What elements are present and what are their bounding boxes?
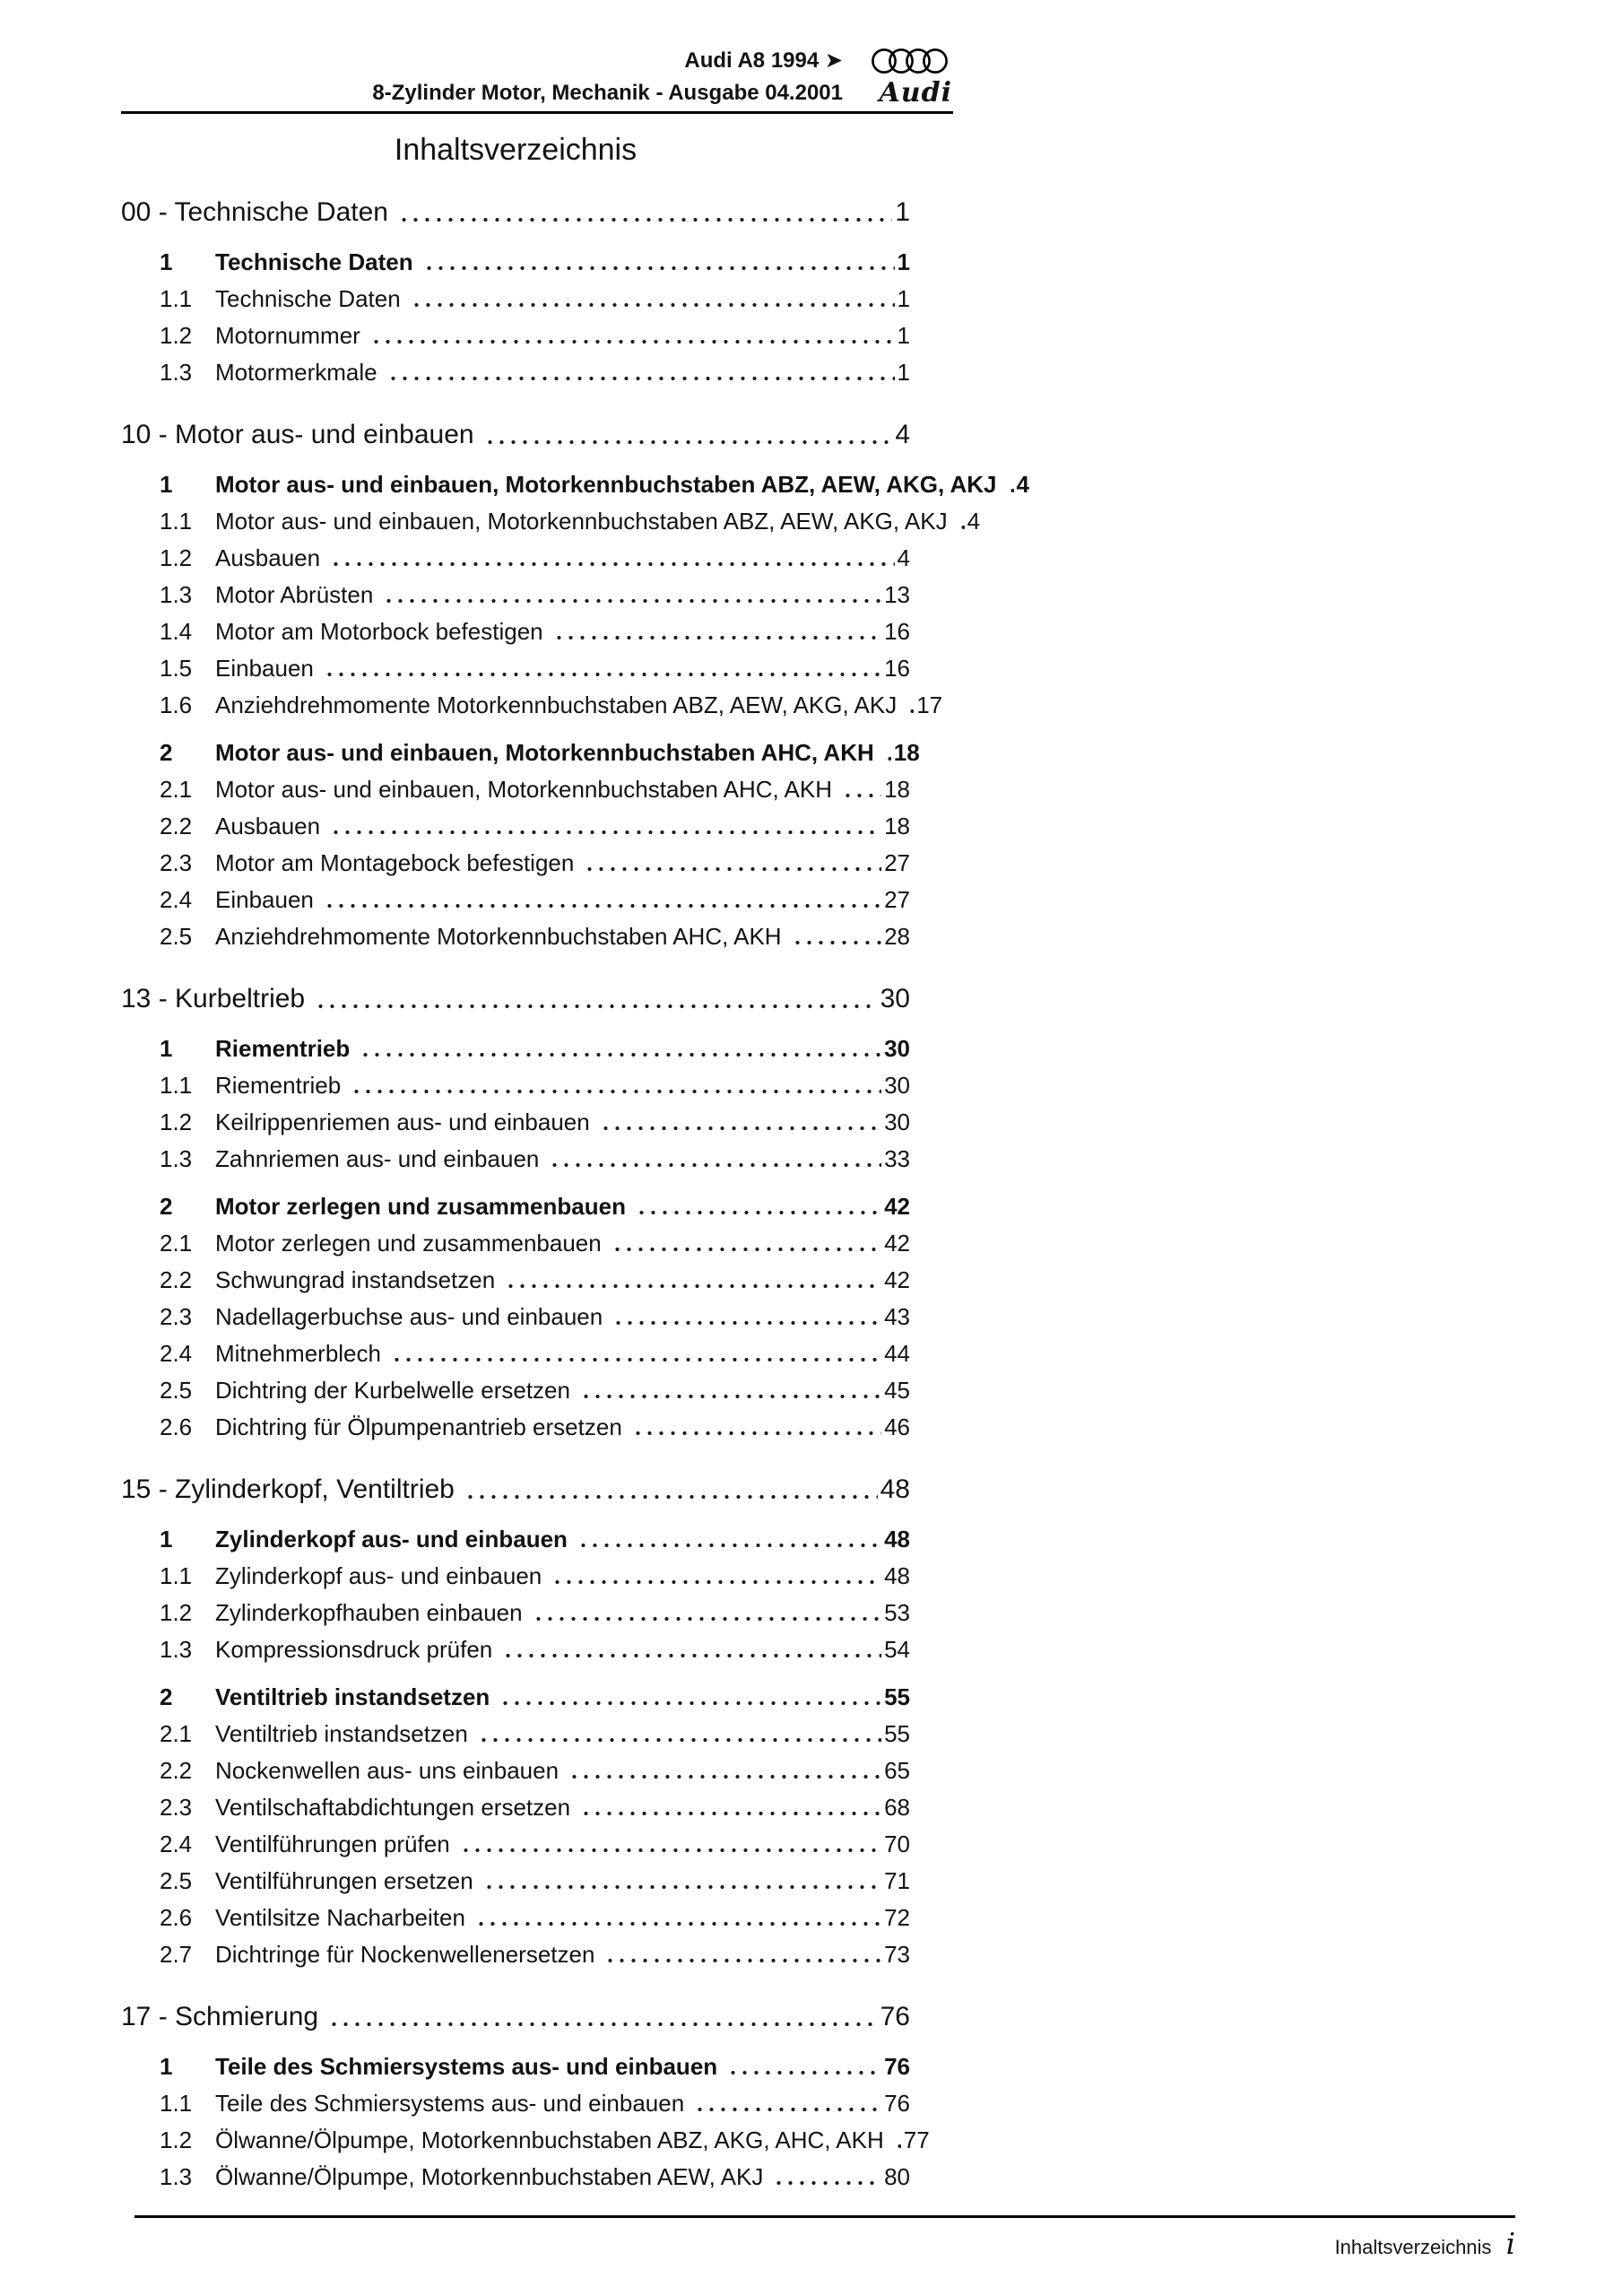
toc-entry-number: 1 [160, 1035, 173, 1062]
toc-entry-row [121, 466, 1029, 503]
toc [121, 192, 1029, 2196]
toc-entry-row [121, 1595, 910, 1631]
leader-dots [610, 1246, 881, 1253]
toc-entry-number: 2 [160, 1193, 173, 1220]
toc-entry-row [121, 281, 910, 317]
leader-dots [956, 524, 965, 531]
footer-rule [134, 2215, 1515, 2218]
toc-entry-title: Motor am Montagebock befestigen [215, 849, 575, 876]
toc-entry-row [121, 1679, 910, 1716]
toc-entry-title: Teile des Schmiersystems aus- und einbauen [215, 2053, 718, 2080]
toc-page-number: 4 [1016, 471, 1029, 498]
leader-dots [313, 1003, 878, 1010]
toc-entry-title: Kompressionsdruck prüfen [215, 1636, 493, 1663]
leader-dots [482, 439, 893, 446]
toc-entry-title: Motor Abrüsten [215, 581, 374, 608]
toc-entry-row [121, 2122, 930, 2159]
toc-entry-number: 1.1 [160, 508, 193, 535]
leader-dots [500, 1652, 881, 1659]
toc-chapter-title: 13 - Kurbeltrieb [121, 984, 306, 1013]
header-manual-line: 8-Zylinder Motor, Mechanik - Ausgabe 04.2001 [372, 81, 843, 105]
toc-entry-title: Ventilführungen ersetzen [215, 1867, 473, 1894]
toc-entry-row [121, 918, 910, 955]
toc-entry-row [121, 244, 910, 281]
leader-dots [771, 2179, 881, 2187]
toc-page-number: 70 [884, 1831, 910, 1857]
toc-page-number: 30 [884, 1109, 910, 1135]
toc-entry-title: Nadellagerbuchse aus- und einbauen [215, 1303, 603, 1330]
toc-page-number: 77 [903, 2126, 930, 2153]
toc-entry-row [121, 1299, 910, 1335]
toc-entry-row [121, 1409, 910, 1446]
toc-page-number: 72 [884, 1904, 910, 1931]
toc-entry-number: 2.4 [160, 1340, 193, 1367]
toc-entry-title: Motor aus- und einbauen, Motorkennbuchstaben AHC, AKH [215, 776, 832, 803]
toc-entry-number: 1.3 [160, 2163, 193, 2190]
toc-page-number: 1 [895, 197, 910, 227]
toc-page-number: 1 [897, 248, 910, 275]
page-title: Inhaltsverzeichnis [394, 133, 638, 167]
leader-dots [358, 1051, 881, 1058]
toc-entry-number: 2.1 [160, 776, 193, 803]
toc-entry-row [121, 503, 981, 540]
toc-entry-number: 2.6 [160, 1904, 193, 1931]
leader-dots [389, 1356, 881, 1363]
toc-entry-title: Ausbauen [215, 813, 321, 839]
toc-entry-number: 2 [160, 739, 173, 766]
toc-entry-row [121, 1826, 910, 1863]
page-footer [1335, 2226, 1515, 2261]
toc-entry-number: 2.5 [160, 923, 193, 950]
toc-page-number: 18 [893, 739, 920, 766]
toc-page-number: 54 [884, 1636, 910, 1663]
toc-entry-title: Motor aus- und einbauen, Motorkennbuchstaben ABZ, AEW, AKG, AKJ [215, 508, 948, 535]
toc-entry-number: 2.2 [160, 1266, 193, 1293]
toc-entry-row [121, 1752, 910, 1789]
toc-entry-number: 1 [160, 471, 173, 498]
toc-page-number: 1 [897, 285, 910, 312]
toc-entry-title: Ventiltrieb instandsetzen [215, 1683, 490, 1710]
toc-page-number: 33 [884, 1145, 910, 1172]
toc-page-number: 76 [884, 2090, 910, 2117]
leader-dots [840, 792, 881, 799]
toc-page-number: 1 [897, 359, 910, 386]
toc-page-number: 4 [897, 544, 910, 571]
toc-entry-title: Technische Daten [215, 248, 413, 275]
toc-entry-row [121, 845, 910, 882]
audi-rings-icon [870, 47, 952, 75]
toc-entry-row [121, 1936, 910, 1973]
toc-entry-row [121, 1104, 910, 1141]
toc-chapter-title: 17 - Schmierung [121, 2002, 319, 2031]
toc-entry-title: Motor zerlegen und zusammenbauen [215, 1230, 602, 1257]
toc-page-number: 42 [884, 1266, 910, 1293]
toc-page-number: 30 [884, 1072, 910, 1099]
leader-dots [882, 755, 891, 762]
toc-entry-row [121, 1067, 910, 1104]
toc-entry-number: 1.1 [160, 1562, 193, 1589]
toc-entry-title: Motormerkmale [215, 359, 377, 386]
toc-chapter-row [121, 1469, 910, 1510]
toc-entry-row [121, 1900, 910, 1936]
toc-chapter-row [121, 1996, 910, 2038]
toc-entry-title: Zylinderkopf aus- und einbauen [215, 1526, 568, 1552]
toc-page-number: 4 [967, 508, 981, 535]
leader-dots [498, 1700, 881, 1707]
toc-entry-row [121, 317, 910, 354]
toc-entry-title: Nockenwellen aus- uns einbauen [215, 1757, 559, 1784]
toc-page-number: 76 [880, 2002, 910, 2031]
leader-dots [1005, 487, 1014, 494]
toc-entry-row [121, 1372, 910, 1409]
leader-dots [790, 939, 881, 946]
toc-entry-row [121, 2085, 910, 2122]
toc-entry-row [121, 2159, 910, 2196]
toc-page-number: 71 [884, 1867, 910, 1894]
toc-page-number: 55 [884, 1720, 910, 1747]
leader-dots [349, 1088, 881, 1095]
toc-entry-title: Motor am Motorbock befestigen [215, 618, 543, 645]
leader-dots [630, 1430, 881, 1437]
toc-chapter-row [121, 978, 910, 1020]
footer-label: Inhaltsverzeichnis [1334, 2236, 1492, 2258]
toc-entry-title: Ventiltrieb instandsetzen [215, 1720, 468, 1747]
toc-entry-row [121, 687, 943, 724]
toc-page-number: 44 [884, 1340, 910, 1367]
leader-dots [381, 597, 881, 604]
toc-entry-number: 2.7 [160, 1941, 193, 1968]
toc-entry-row [121, 1631, 910, 1668]
toc-entry-number: 1.2 [160, 1599, 193, 1626]
toc-page-number: 42 [884, 1193, 910, 1220]
toc-page-number: 28 [884, 923, 910, 950]
toc-entry-row [121, 1188, 910, 1225]
toc-entry-number: 2.6 [160, 1413, 193, 1440]
toc-entry-title: Dichtring für Ölpumpenantrieb ersetzen [215, 1413, 622, 1440]
leader-dots [421, 265, 895, 272]
toc-entry-title: Zylinderkopfhauben einbauen [215, 1599, 523, 1626]
leader-dots [611, 1319, 881, 1326]
toc-entry-title: Ventilsitze Nacharbeiten [215, 1904, 465, 1931]
toc-entry-row [121, 1863, 910, 1900]
leader-dots [725, 2069, 881, 2076]
leader-dots [603, 1957, 881, 1964]
toc-entry-row [121, 1262, 910, 1299]
toc-entry-number: 2.1 [160, 1720, 193, 1747]
toc-chapter-row [121, 414, 910, 456]
toc-entry-number: 1.4 [160, 618, 193, 645]
toc-entry-number: 1.1 [160, 2090, 193, 2117]
toc-chapter-title: 10 - Motor aus- und einbauen [121, 420, 474, 449]
toc-entry-number: 2.2 [160, 1757, 193, 1784]
leader-dots [578, 1810, 881, 1817]
toc-entry-title: Einbauen [215, 886, 314, 913]
toc-page-number: 30 [884, 1035, 910, 1062]
toc-page-number: 42 [884, 1230, 910, 1257]
toc-entry-title: Zylinderkopf aus- und einbauen [215, 1562, 542, 1589]
toc-entry-title: Anziehdrehmomente Motorkennbuchstaben AHC, AKH [215, 923, 782, 950]
header-model-line: Audi A8 1994 ➤ [684, 48, 843, 73]
leader-dots [576, 1542, 881, 1549]
leader-dots [463, 1493, 878, 1500]
toc-chapter-title: 15 - Zylinderkopf, Ventiltrieb [121, 1474, 455, 1504]
toc-page-number: 18 [884, 776, 910, 803]
toc-entry-title: Motor aus- und einbauen, Motorkennbuchstaben ABZ, AEW, AKG, AKJ [215, 471, 997, 498]
toc-entry-row [121, 1225, 910, 1262]
toc-page-number: 4 [895, 420, 910, 449]
toc-page-number: 18 [884, 813, 910, 839]
toc-entry-number: 1.1 [160, 1072, 193, 1099]
leader-dots [905, 708, 914, 715]
toc-entry-number: 1.2 [160, 544, 193, 571]
toc-entry-title: Ölwanne/Ölpumpe, Motorkennbuchstaben AEW, AKJ [215, 2163, 764, 2190]
toc-entry-number: 1.3 [160, 1145, 193, 1172]
toc-page-number: 27 [884, 849, 910, 876]
toc-page-number: 65 [884, 1757, 910, 1784]
toc-entry-row [121, 771, 910, 808]
toc-entry-number: 1.3 [160, 359, 193, 386]
toc-page-number: 30 [880, 984, 910, 1013]
toc-entry-title: Mitnehmerblech [215, 1340, 381, 1367]
toc-entry-title: Motor aus- und einbauen, Motorkennbuchstaben AHC, AKH [215, 739, 874, 766]
toc-entry-number: 1.2 [160, 2126, 193, 2153]
leader-dots [481, 1883, 881, 1891]
leader-dots [386, 375, 895, 382]
leader-dots [458, 1847, 881, 1854]
toc-entry-number: 2.5 [160, 1867, 193, 1894]
toc-entry-title: Motornummer [215, 322, 360, 349]
toc-entry-title: Ventilführungen prüfen [215, 1831, 450, 1857]
leader-dots [322, 671, 881, 678]
toc-entry-title: Schwungrad instandsetzen [215, 1266, 496, 1293]
toc-entry-title: Ölwanne/Ölpumpe, Motorkennbuchstaben ABZ, AKG, AHC, AKH [215, 2126, 884, 2153]
header-rule [121, 111, 953, 114]
leader-dots [322, 902, 881, 909]
toc-page-number: 76 [884, 2053, 910, 2080]
toc-entry-title: Keilrippenriemen aus- und einbauen [215, 1109, 590, 1135]
toc-entry-title: Technische Daten [215, 285, 401, 312]
toc-page-number: 53 [884, 1599, 910, 1626]
toc-page-number: 48 [884, 1562, 910, 1589]
leader-dots [369, 338, 895, 345]
toc-page-number: 46 [884, 1413, 910, 1440]
toc-entry-number: 2.4 [160, 1831, 193, 1857]
leader-dots [503, 1283, 881, 1290]
toc-entry-row [121, 354, 910, 391]
toc-entry-row [121, 1141, 910, 1178]
leader-dots [578, 1393, 881, 1400]
toc-page-number: 45 [884, 1377, 910, 1404]
toc-entry-number: 1 [160, 248, 173, 275]
toc-entry-title: Riementrieb [215, 1072, 342, 1099]
toc-entry-number: 1.3 [160, 1636, 193, 1663]
footer-page-number: i [1505, 2226, 1515, 2261]
leader-dots [409, 301, 895, 309]
leader-dots [473, 1920, 881, 1927]
toc-page-number: 55 [884, 1683, 910, 1710]
leader-dots [328, 561, 894, 568]
leader-dots [396, 216, 892, 223]
toc-entry-title: Ausbauen [215, 544, 321, 571]
toc-entry-title: Dichtringe für Nockenwellenersetzen [215, 1941, 595, 1968]
toc-entry-row [121, 540, 910, 577]
toc-entry-title: Anziehdrehmomente Motorkennbuchstaben ABZ, AEW, AKG, AKJ [215, 691, 898, 718]
toc-page-number: 48 [884, 1526, 910, 1552]
toc-entry-number: 2.2 [160, 813, 193, 839]
toc-entry-number: 1.6 [160, 691, 193, 718]
toc-entry-row [121, 1335, 910, 1372]
leader-dots [692, 2106, 881, 2113]
toc-page-number: 27 [884, 886, 910, 913]
toc-entry-number: 2.3 [160, 849, 193, 876]
audi-wordmark: Audi [879, 77, 952, 109]
toc-entry-row [121, 808, 910, 845]
toc-entry-title: Dichtring der Kurbelwelle ersetzen [215, 1377, 570, 1404]
toc-entry-row [121, 1789, 910, 1826]
toc-page-number: 17 [916, 691, 943, 718]
toc-page-number: 48 [880, 1474, 910, 1504]
toc-entry-number: 2.1 [160, 1230, 193, 1257]
toc-entry-title: Teile des Schmiersystems aus- und einbauen [215, 2090, 685, 2117]
toc-entry-number: 2.4 [160, 886, 193, 913]
toc-entry-row [121, 1716, 910, 1752]
toc-page-number: 73 [884, 1941, 910, 1968]
toc-entry-title: Riementrieb [215, 1035, 351, 1062]
leader-dots [547, 1161, 881, 1169]
toc-entry-number: 1.3 [160, 581, 193, 608]
toc-entry-number: 2.3 [160, 1794, 193, 1821]
toc-entry-row [121, 1558, 910, 1595]
toc-entry-number: 2 [160, 1683, 173, 1710]
toc-entry-row [121, 735, 920, 771]
leader-dots [892, 2143, 901, 2150]
toc-entry-number: 2.5 [160, 1377, 193, 1404]
toc-entry-row [121, 1031, 910, 1067]
leader-dots [531, 1615, 881, 1622]
toc-page-number: 13 [884, 581, 910, 608]
toc-chapter-title: 00 - Technische Daten [121, 197, 388, 227]
toc-page-number: 16 [884, 655, 910, 682]
toc-entry-number: 1.2 [160, 1109, 193, 1135]
toc-entry-title: Einbauen [215, 655, 314, 682]
toc-entry-row [121, 1521, 910, 1558]
toc-entry-number: 2.3 [160, 1303, 193, 1330]
leader-dots [582, 865, 881, 873]
toc-page-number: 43 [884, 1303, 910, 1330]
leader-dots [634, 1209, 881, 1216]
leader-dots [567, 1773, 881, 1780]
toc-entry-title: Ventilschaftabdichtungen ersetzen [215, 1794, 571, 1821]
toc-page-number: 1 [897, 322, 910, 349]
toc-entry-row [121, 613, 910, 650]
toc-entry-row [121, 577, 910, 613]
toc-entry-title: Motor zerlegen und zusammenbauen [215, 1193, 626, 1220]
toc-chapter-row [121, 192, 910, 233]
leader-dots [326, 2021, 878, 2028]
toc-entry-title: Zahnriemen aus- und einbauen [215, 1145, 540, 1172]
leader-dots [328, 829, 881, 836]
toc-entry-number: 1 [160, 1526, 173, 1552]
toc-page-number: 80 [884, 2163, 910, 2190]
leader-dots [550, 1578, 881, 1586]
leader-dots [551, 634, 881, 641]
toc-entry-number: 1.2 [160, 322, 193, 349]
toc-entry-number: 1.5 [160, 655, 193, 682]
leader-dots [476, 1736, 881, 1744]
leader-dots [598, 1125, 881, 1132]
toc-entry-number: 1.1 [160, 285, 193, 312]
toc-page-number: 68 [884, 1794, 910, 1821]
toc-page-number: 16 [884, 618, 910, 645]
toc-entry-row [121, 650, 910, 687]
page-header [372, 47, 952, 108]
toc-entry-row [121, 2048, 910, 2085]
toc-entry-row [121, 882, 910, 918]
toc-entry-number: 1 [160, 2053, 173, 2080]
